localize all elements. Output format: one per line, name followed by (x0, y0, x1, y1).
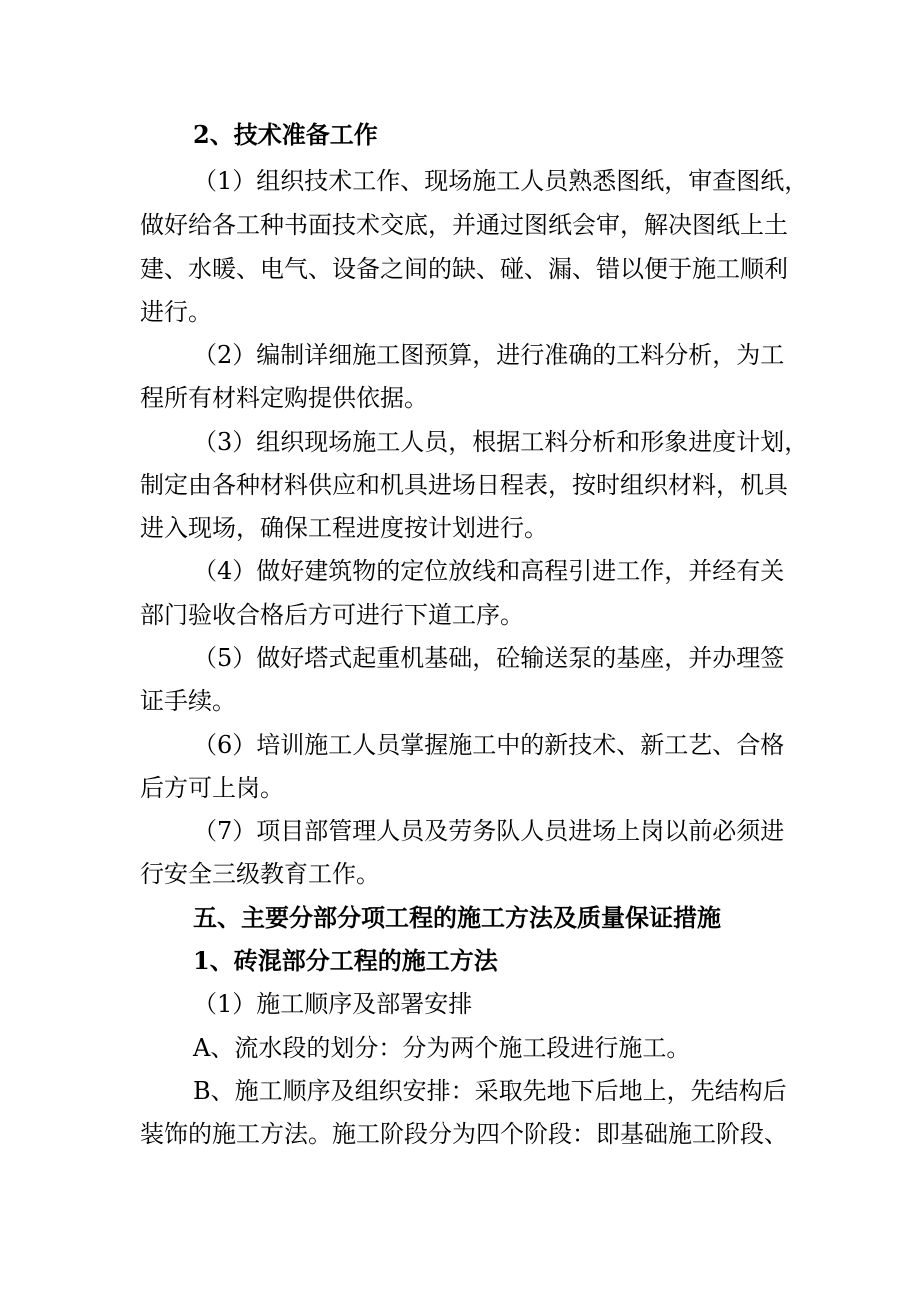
item-3-line-2: 制定由各种材料供应和机具进场日程表，按时组织材料，机具 (140, 471, 788, 499)
item-1-line-2: 做好给各工种书面技术交底，并通过图纸会审，解决图纸上土 (140, 211, 788, 239)
section-5-title: 五、主要分部分项工程的施工方法及质量保证措施 (193, 903, 721, 932)
item-5-line-2: 证手续。 (140, 687, 236, 715)
subsection-1-item-1: （1）施工顺序及部署安排 (193, 990, 473, 1018)
item-7-line-2: 行安全三级教育工作。 (140, 860, 380, 888)
point-b-line-1: B、施工顺序及组织安排：采取先地下后地上，先结构后 (193, 1077, 787, 1105)
point-a: A、流水段的划分：分为两个施工段进行施工。 (193, 1034, 691, 1062)
item-7-line-1: （7）项目部管理人员及劳务队人员进场上岗以前必须进 (193, 817, 785, 845)
item-1-line-3: 建、水暖、电气、设备之间的缺、碰、漏、错以便于施工顺利 (140, 255, 788, 283)
item-1-line-4: 进行。 (140, 298, 212, 326)
item-5-line-1: （5）做好塔式起重机基础，砼输送泵的基座，并办理签 (193, 644, 785, 672)
item-2-line-2: 程所有材料定购提供依据。 (140, 384, 428, 412)
item-2-line-1: （2）编制详细施工图预算，进行准确的工料分析，为工 (193, 341, 785, 369)
item-6-line-2: 后方可上岗。 (140, 774, 284, 802)
heading-technical-preparation: 2、技术准备工作 (193, 120, 378, 149)
item-4-line-2: 部门验收合格后方可进行下道工序。 (140, 601, 524, 629)
subsection-1-title: 1、砖混部分工程的施工方法 (193, 946, 498, 975)
item-3-line-1: （3）组织现场施工人员，根据工料分析和形象进度计划， (193, 428, 809, 456)
item-6-line-1: （6）培训施工人员掌握施工中的新技术、新工艺、合格 (193, 731, 785, 759)
item-1-line-1: （1）组织技术工作、现场施工人员熟悉图纸，审查图纸， (193, 167, 809, 195)
point-b-line-2: 装饰的施工方法。施工阶段分为四个阶段：即基础施工阶段、 (140, 1120, 788, 1148)
item-4-line-1: （4）做好建筑物的定位放线和高程引进工作，并经有关 (193, 557, 785, 585)
item-3-line-3: 进入现场，确保工程进度按计划进行。 (140, 514, 548, 542)
